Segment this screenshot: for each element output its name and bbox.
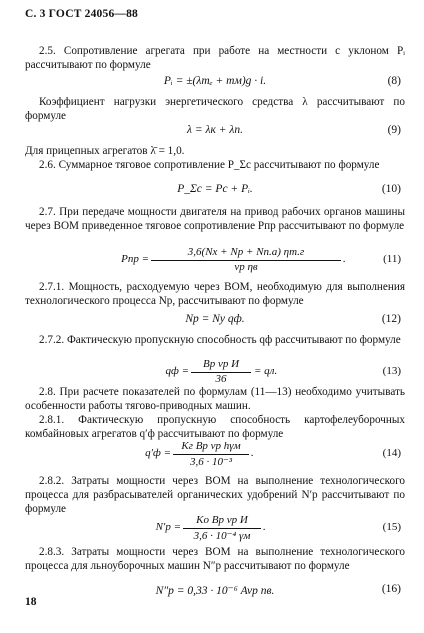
equation-16-formula: N″р = 0,33 · 10⁻⁶ Avр nв. bbox=[155, 585, 275, 597]
equation-16-number: (16) bbox=[381, 583, 401, 595]
equation-12 bbox=[25, 313, 405, 329]
equation-12-formula: Nр = Nу qф. bbox=[185, 313, 245, 325]
equation-14-tail: . bbox=[251, 447, 254, 459]
equation-10-formula: P_Σс = Pс + Pᵢ. bbox=[177, 183, 253, 195]
equation-14-number: (14) bbox=[382, 447, 401, 459]
equation-15-tail: . bbox=[263, 521, 266, 533]
equation-9 bbox=[25, 124, 405, 140]
paragraph-2-6: 2.6. Суммарное тяговое сопротивление P_Σс рассчитывают по формуле bbox=[39, 159, 380, 171]
paragraph-2-7-1: 2.7.1. Мощность, расходуемую через ВОМ, необходимую для выполнения технологического процесса Nр, рассчитывают по формуле bbox=[25, 281, 405, 307]
equation-13-numerator: Bр vр И bbox=[202, 358, 240, 370]
equation-14-numerator: Kг Bр vр hγм bbox=[181, 440, 241, 452]
equation-13-denominator: 36 bbox=[215, 373, 227, 385]
paragraph-2-8-2: 2.8.2. Затраты мощности через ВОМ на выполнение технологического процесса для разбрасывателей органических удобрений N′р рассчитывают по формуле bbox=[25, 475, 405, 515]
equation-10-number: (10) bbox=[381, 183, 401, 195]
equation-11-tail: . bbox=[343, 253, 346, 265]
equation-8-formula: Pᵢ = ±(λmₑ + mм)g · i. bbox=[163, 75, 267, 87]
equation-11-denominator: vр ηв bbox=[234, 261, 258, 273]
paragraph-2-8-3: 2.8.3. Затраты мощности через ВОМ на выполнение технологического процесса для льноуборочных машин N″р рассчитывают по формуле bbox=[25, 546, 405, 572]
equation-11-lhs: Pпр = bbox=[121, 253, 149, 265]
equation-14-denominator: 3,6 · 10⁻³ bbox=[189, 456, 233, 468]
equation-10 bbox=[25, 183, 405, 199]
equation-8 bbox=[25, 75, 405, 91]
equation-13-tail: = qл. bbox=[254, 365, 278, 377]
equation-9-number: (9) bbox=[387, 124, 401, 136]
equation-15-numerator: Kо Bр vр И bbox=[196, 514, 248, 526]
page-header: С. 3 ГОСТ 24056—88 bbox=[25, 8, 138, 20]
equation-15-lhs: N′р = bbox=[155, 521, 181, 533]
equation-13-number: (13) bbox=[382, 365, 401, 377]
paragraph-2-8-1: 2.8.1. Фактическую пропускную способность картофелеуборочных комбайновых агрегатов q′ф рассчитывают по формуле bbox=[25, 414, 405, 440]
equation-14 bbox=[25, 440, 405, 468]
equation-11-numerator: 3,6(Nx + Nр + Nп.а) ηт.г bbox=[187, 246, 305, 258]
equation-16 bbox=[25, 583, 405, 599]
paragraph-2-8: 2.8. При расчете показателей по формулам (11—13) необходимо учитывать особенности работы тягово-приводных машин. bbox=[25, 386, 405, 412]
equation-15-number: (15) bbox=[382, 521, 401, 533]
equation-15-denominator: 3,6 · 10⁻⁴ γм bbox=[193, 530, 251, 542]
equation-11-number: (11) bbox=[383, 253, 401, 265]
equation-9-formula: λ = λк + λп. bbox=[187, 124, 243, 136]
equation-13 bbox=[25, 358, 405, 386]
paragraph-2-5: 2.5. Сопротивление агрегата при работе на местности с уклоном Pᵢ рассчитывают по формуле bbox=[25, 45, 405, 71]
paragraph-2-7-2: 2.7.2. Фактическую пропускную способность qф рассчитывают по формуле bbox=[39, 334, 401, 346]
paragraph-lambda: Коэффициент нагрузки энергетического средства λ рассчитывают по формуле bbox=[25, 96, 405, 122]
equation-12-number: (12) bbox=[381, 313, 401, 325]
paragraph-towed: Для прицепных агрегатов λ̄ = 1,0. bbox=[25, 145, 185, 157]
equation-15 bbox=[25, 514, 405, 542]
equation-14-lhs: q′ф = bbox=[145, 447, 171, 459]
equation-8-number: (8) bbox=[387, 75, 401, 87]
page-number: 18 bbox=[25, 596, 37, 608]
equation-11 bbox=[25, 246, 405, 274]
equation-13-lhs: qф = bbox=[165, 365, 189, 377]
paragraph-2-7: 2.7. При передаче мощности двигателя на привод рабочих органов машины через ВОМ приведенное тяговое сопротивление Pпр рассчитывают по формуле bbox=[25, 206, 405, 232]
